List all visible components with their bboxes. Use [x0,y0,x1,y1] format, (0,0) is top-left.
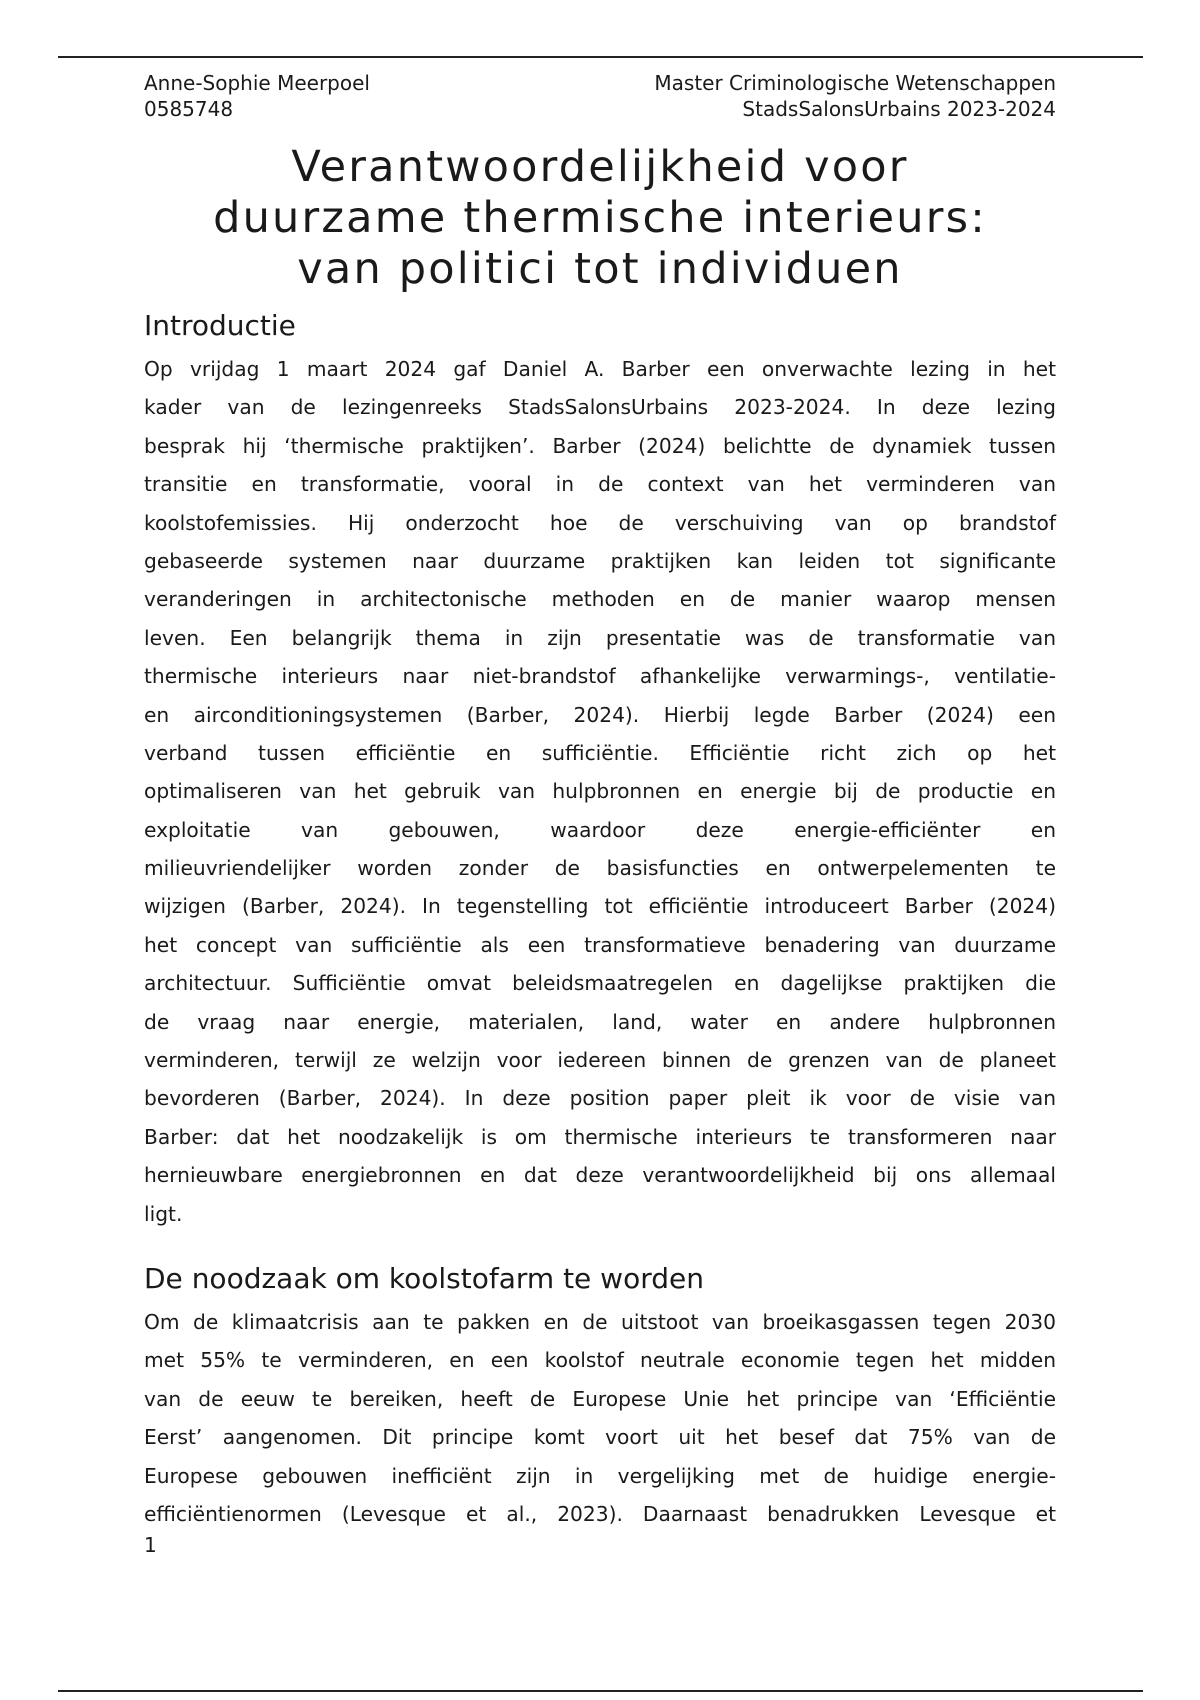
title-line: Verantwoordelijkheid voor [291,142,909,192]
section-heading-introductie: Introductie [144,309,296,342]
body-text-line: architectuur. Sufficiëntie omvat beleidsmaatregelen en dagelijkse praktijken die [144,971,1056,996]
body-text-line: gebaseerde systemen naar duurzame praktijken kan leiden tot significante [144,548,1056,573]
body-text-line: transitie en transformatie, vooral in de context van het verminderen van [144,472,1056,497]
top-rule [58,56,1143,58]
body-text-line: efficiëntienormen (Levesque et al., 2023). Daarnaast benadrukken Levesque et [144,1501,1056,1526]
body-text-line: de vraag naar energie, materialen, land, water en andere hulpbronnen [144,1009,1056,1034]
body-text-line: wijzigen (Barber, 2024). In tegenstelling tot efficiëntie introduceert Barber (2024) [144,894,1056,919]
body-text-line: verband tussen efficiëntie en sufficiëntie. Efficiëntie richt zich op het [144,740,1056,765]
course-name: StadsSalonsUrbains 2023-2024 [742,97,1056,121]
header-left [144,70,370,122]
body-text-line: Eerst’ aangenomen. Dit principe komt voort uit het besef dat 75% van de [144,1425,1056,1450]
header-right [654,70,1056,122]
body-text-line: ligt. [144,1201,183,1226]
body-text-line: van de eeuw te bereiken, heeft de Europese Unie het principe van ‘Efficiëntie [144,1386,1056,1411]
body-text-line: het concept van sufficiëntie als een transformatieve benadering van duurzame [144,932,1056,957]
body-text-line: leven. Een belangrijk thema in zijn presentatie was de transformatie van [144,625,1056,650]
body-text-line: Barber: dat het noodzakelijk is om thermische interieurs te transformeren naar [144,1124,1056,1149]
body-text-line: verminderen, terwijl ze welzijn voor iedereen binnen de grenzen van de planeet [144,1048,1056,1073]
body-text-line: veranderingen in architectonische methoden en de manier waarop mensen [144,587,1056,612]
body-text-line: met 55% te verminderen, en een koolstof neutrale economie tegen het midden [144,1348,1056,1373]
body-text-line: hernieuwbare energiebronnen en dat deze verantwoordelijkheid bij ons allemaal [144,1163,1056,1188]
section-body-introductie [144,350,1056,1233]
section-heading-noodzaak: De noodzaak om koolstofarm te worden [144,1262,704,1295]
bottom-rule [58,1690,1143,1692]
body-text-line: milieuvriendelijker worden zonder de basisfuncties en ontwerpelementen te [144,856,1056,881]
title-line: van politici tot individuen [297,244,903,294]
body-text-line: Europese gebouwen inefficiënt zijn in vergelijking met de huidige energie- [144,1463,1056,1488]
document-title [144,142,1056,295]
body-text-line: Om de klimaatcrisis aan te pakken en de uitstoot van broeikasgassen tegen 2030 [144,1310,1056,1334]
page-number: 1 [144,1533,157,1557]
title-line: duurzame thermische interieurs: [213,193,987,243]
body-text-line: thermische interieurs naar niet-brandstof afhankelijke verwarmings-, ventilatie- [144,664,1056,689]
student-number: 0585748 [144,97,234,121]
body-text-line: kader van de lezingenreeks StadsSalonsUrbains 2023-2024. In deze lezing [144,395,1056,420]
section-body-noodzaak [144,1303,1056,1533]
body-text-line: koolstofemissies. Hij onderzocht hoe de verschuiving van op brandstof [144,510,1056,535]
body-text-line: en airconditioningsystemen (Barber, 2024). Hierbij legde Barber (2024) een [144,702,1056,727]
body-text-line: besprak hij ‘thermische praktijken’. Barber (2024) belichtte de dynamiek tussen [144,433,1056,458]
body-text-line: bevorderen (Barber, 2024). In deze position paper pleit ik voor de visie van [144,1086,1056,1111]
body-text-line: exploitatie van gebouwen, waardoor deze energie-efficiënter en [144,817,1056,842]
author-name: Anne-Sophie Meerpoel [144,71,370,95]
body-text-line: Op vrijdag 1 maart 2024 gaf Daniel A. Barber een onverwachte lezing in het [144,357,1056,381]
program-name: Master Criminologische Wetenschappen [654,71,1056,95]
body-text-line: optimaliseren van het gebruik van hulpbronnen en energie bij de productie en [144,779,1056,804]
